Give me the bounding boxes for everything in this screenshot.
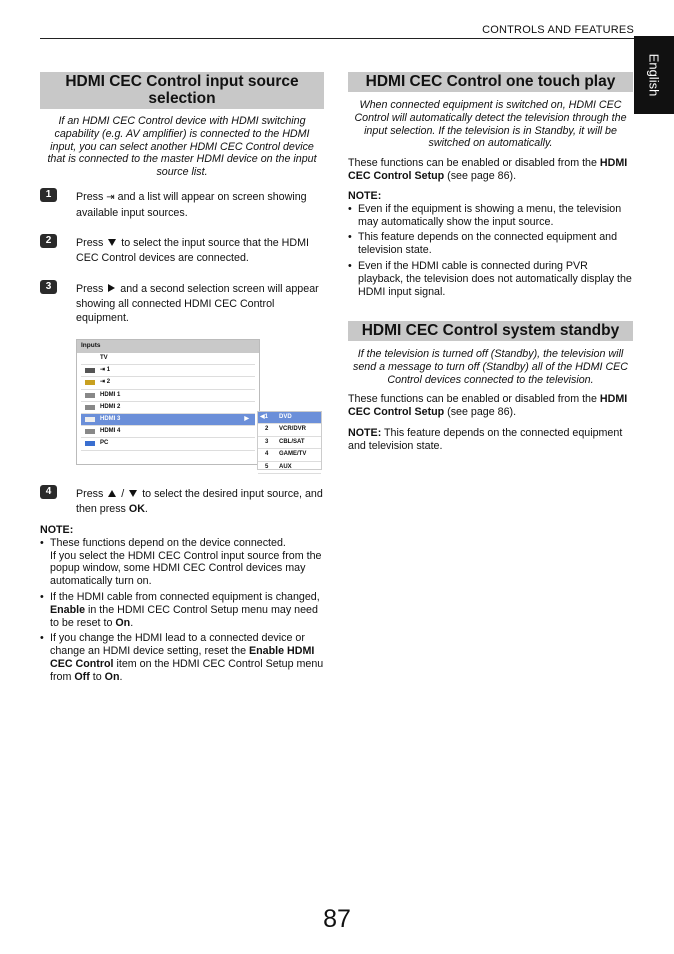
right-note-2: • This feature depends on the connected equipment and television state. (348, 231, 633, 257)
right-note-3: • Even if the HDMI cable is connected during PVR playback, the television does not automatically display the HDMI input signal. (348, 260, 633, 298)
system-standby-note: NOTE: This feature depends on the connected equipment and television state. (348, 427, 623, 452)
step-3-text: Press and a second selection screen will appear showing all connected HDMI CEC Control equipment. (76, 283, 319, 324)
step-2-text: Press to select the input source that the HDMI CEC Control devices are connected. (76, 237, 309, 264)
heading-one-touch-play: HDMI CEC Control one touch play (348, 72, 633, 92)
left-note-title: NOTE: (40, 524, 74, 536)
inputs-menu-screenshot (76, 339, 260, 465)
popup-row-5: 5 AUX (258, 462, 321, 474)
language-label: English (646, 53, 662, 97)
menu-row-hdmi3-selected: HDMI 3 ▶ (81, 414, 255, 426)
menu-row-hdmi2: HDMI 2 (81, 402, 255, 414)
popup-row-2: 2 VCR/DVR (258, 424, 321, 436)
header-rule (40, 38, 634, 39)
intro-one-touch-play: When connected equipment is switched on, HDMI CEC Control will automatically detect the television through the input selection. If the television is in Standby, it will be switched on automatically. (354, 99, 627, 150)
section-header: CONTROLS AND FEATURES (482, 24, 634, 36)
up-arrow-icon (108, 490, 116, 497)
input-icon: ⇥ (106, 192, 115, 203)
popup-row-1: ◀1 DVD (258, 412, 321, 424)
popup-row-3: 3 CBL/SAT (258, 437, 321, 449)
left-note-2: • If the HDMI cable from connected equipment is changed, Enable in the HDMI CEC Control Setup menu may need to be reset to On. (40, 591, 324, 629)
heading-input-source-selection: HDMI CEC Control input source selection (40, 72, 324, 109)
menu-row-tv: TV (81, 353, 255, 365)
page-number: 87 (323, 905, 351, 933)
one-touch-play-body: These functions can be enabled or disabled from the HDMI CEC Control Setup (see page 86). (348, 157, 628, 182)
left-note-3: • If you change the HDMI lead to a connected device or change an HDMI device setting, reset the Enable HDMI CEC Control item on the HDMI CEC Control Setup menu from Off to On. (40, 632, 324, 683)
step-3-icon: 3 (40, 280, 57, 294)
right-note-title: NOTE: (348, 190, 382, 202)
down-arrow-icon (129, 490, 137, 497)
left-note-1: • These functions depend on the device connected. If you select the HDMI CEC Control input source from the popup window, some HDMI CEC Control devices may automatically turn on. (40, 537, 324, 588)
hdmi-icon (85, 405, 95, 410)
system-standby-body: These functions can be enabled or disabled from the HDMI CEC Control Setup (see page 86). (348, 393, 628, 418)
intro-system-standby: If the television is turned off (Standby), the television will send a message to turn off (Standby) all of the HDMI CEC Control devices connected to the television. (352, 348, 629, 386)
hdmi-icon (85, 417, 95, 422)
right-arrow-icon (108, 284, 115, 292)
submenu-arrow-icon: ▶ (244, 415, 249, 422)
right-notes (348, 190, 633, 301)
step-1-icon: 1 (40, 188, 57, 202)
hdmi-icon (85, 393, 95, 398)
right-note-1: • Even if the equipment is showing a menu, the television may automatically show the input source. (348, 203, 633, 229)
step-2-icon: 2 (40, 234, 57, 248)
menu-row-input-1 (81, 365, 255, 377)
av-icon (85, 380, 95, 385)
step-4-text: Press / to select the desired input source, and then press OK. (76, 488, 323, 515)
step-1-text: Press ⇥ and a list will appear on screen showing available input sources. (76, 191, 307, 219)
menu-row-hdmi1: HDMI 1 (81, 390, 255, 402)
popup-row-4: 4 GAME/TV (258, 449, 321, 461)
left-notes (40, 524, 324, 687)
intro-input-source: If an HDMI CEC Control device with HDMI switching capability (e.g. AV amplifier) is connected to the HDMI input, you can select another HDMI CEC Control device that is connected to the master HDMI device on the input source list. (47, 115, 317, 179)
menu-row-input-2 (81, 377, 255, 389)
down-arrow-icon (108, 239, 116, 246)
heading-system-standby: HDMI CEC Control system standby (348, 321, 633, 341)
step-4-icon: 4 (40, 485, 57, 499)
inputs-menu-title: Inputs (77, 340, 259, 353)
input-1-label: ⇥ 1 (100, 367, 111, 374)
language-tab (634, 36, 674, 114)
hdmi-device-popup (257, 411, 322, 470)
menu-row-pc: PC (81, 438, 255, 450)
menu-row-hdmi4: HDMI 4 (81, 426, 255, 438)
pc-icon (85, 441, 95, 446)
plug-icon (85, 368, 95, 373)
input-2-label: ⇥ 2 (100, 379, 111, 386)
hdmi-icon (85, 429, 95, 434)
